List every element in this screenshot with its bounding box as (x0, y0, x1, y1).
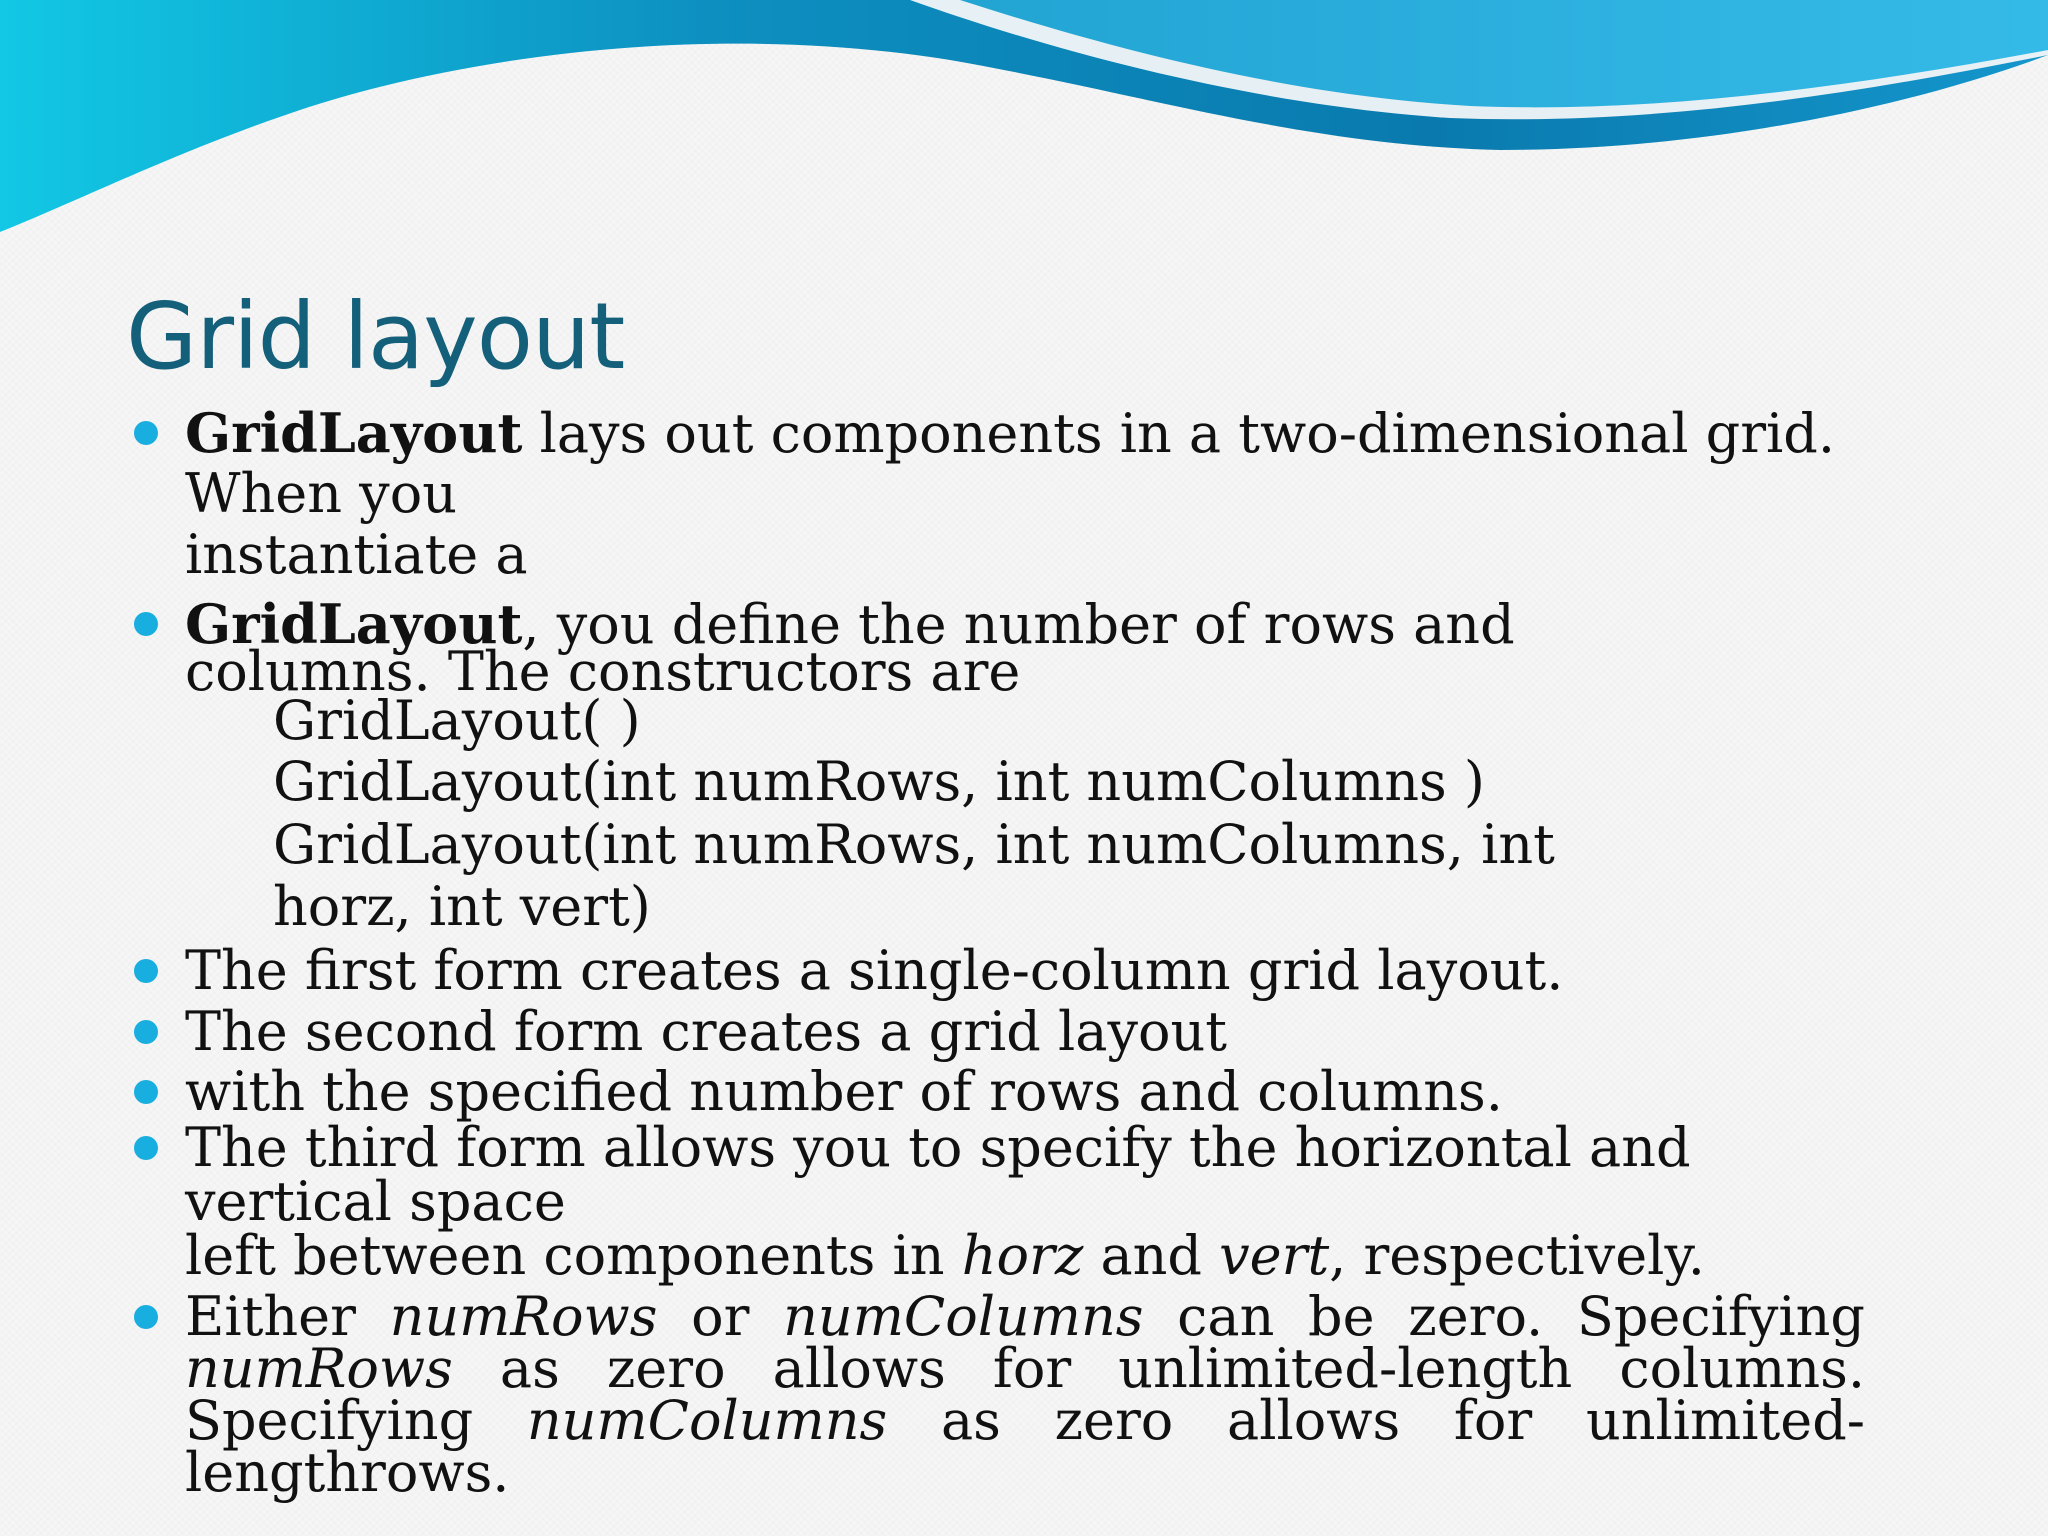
bullet-icon (134, 612, 158, 636)
constructor-line: GridLayout( ) (273, 689, 641, 752)
bullet-icon (134, 421, 158, 445)
text-line: GridLayout, you define the number of rows and (185, 592, 1515, 656)
text-line: left between components in horz and vert, respectively. (185, 1224, 1705, 1287)
constructor-line: GridLayout(int numRows, int numColumns ) (273, 750, 1485, 813)
text-line: The third form allows you to specify the horizontal and (185, 1116, 1691, 1179)
bullet-icon (134, 1080, 158, 1104)
constructor-line: GridLayout(int numRows, int numColumns, int (273, 813, 1555, 876)
text-line: Specifying numColumns as zero allows for unlimited- (185, 1389, 1866, 1452)
constructor-line: horz, int vert) (273, 875, 651, 938)
text-line: numRows as zero allows for unlimited-length columns. (185, 1337, 1865, 1400)
bold-term: GridLayout (185, 401, 523, 465)
text-line: lengthrows. (185, 1441, 510, 1504)
text-line: with the specified number of rows and columns. (185, 1060, 1503, 1123)
bullet-icon (134, 959, 158, 983)
bullet-icon (134, 1136, 158, 1160)
text-line: instantiate a (185, 523, 528, 586)
text-line: vertical space (185, 1170, 566, 1233)
bullet-icon (134, 1305, 158, 1329)
text-line: The second form creates a grid layout (185, 1000, 1227, 1063)
text-line: columns. The constructors are (185, 640, 1021, 703)
bullet-icon (134, 1020, 158, 1044)
text-line: The first form creates a single-column grid layout. (185, 939, 1564, 1002)
text-line: Either numRows or numColumns can be zero. Specifying (185, 1285, 1865, 1348)
bold-term: GridLayout (185, 592, 523, 656)
text-line: When you (185, 462, 457, 525)
slide-title: Grid layout (126, 283, 625, 390)
text-line: GridLayout lays out components in a two-dimensional grid. (185, 401, 1836, 465)
